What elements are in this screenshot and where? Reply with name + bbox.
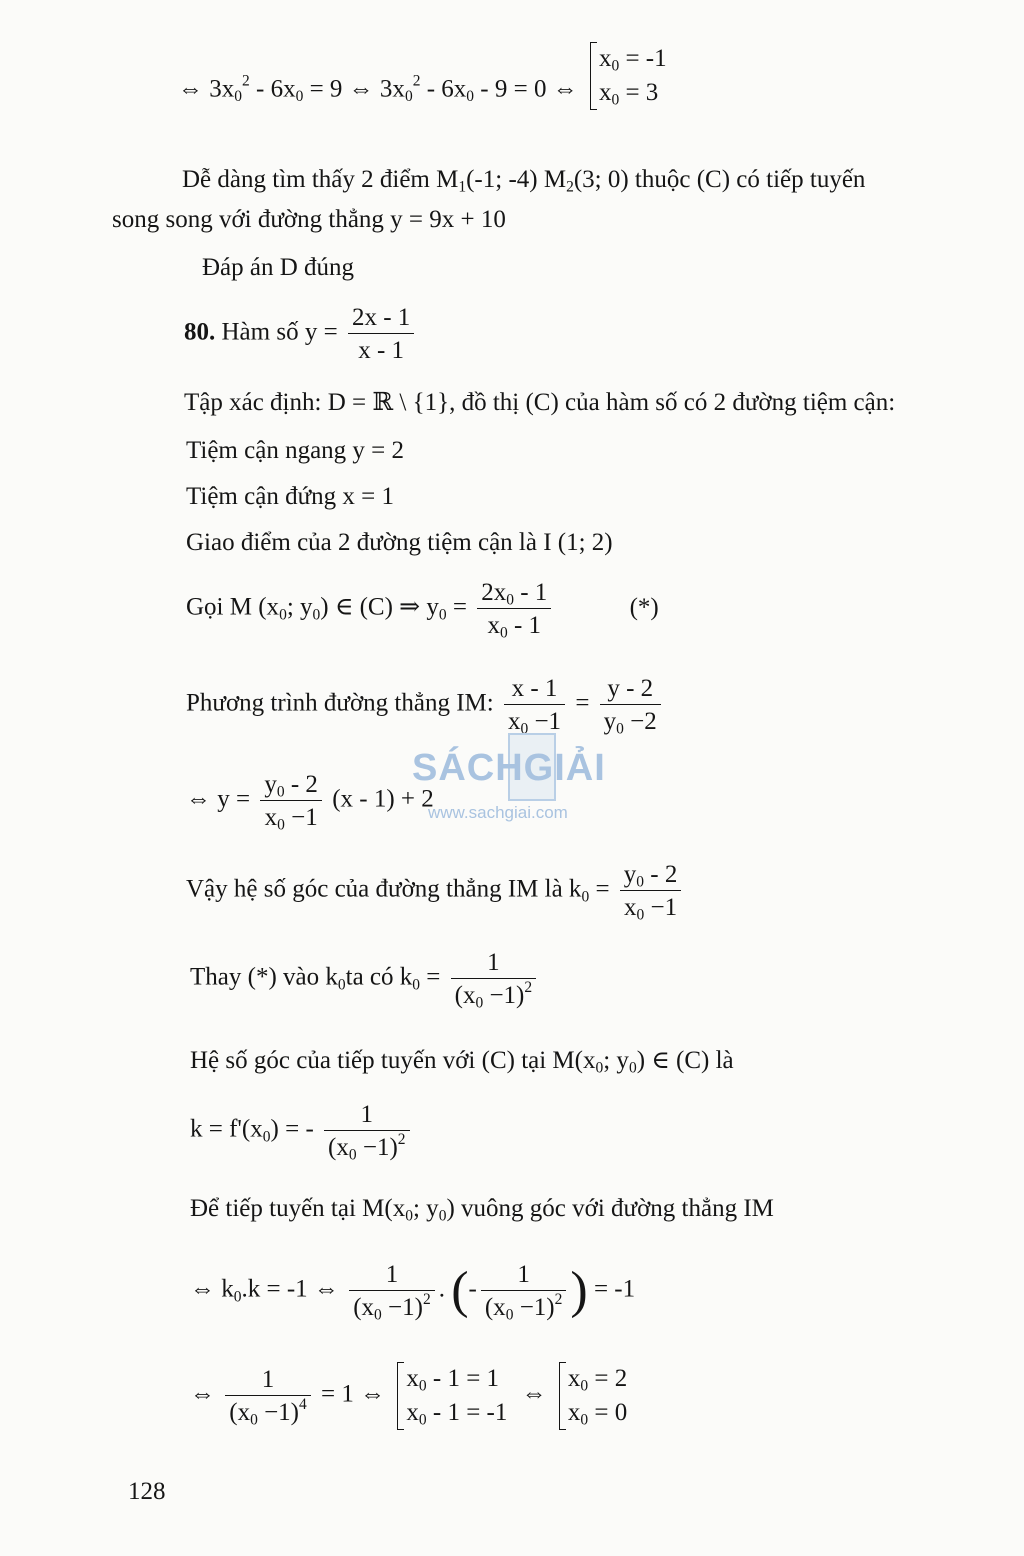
watermark-url: www.sachgiai.com — [428, 803, 568, 822]
solution-system: $x_0 = -1$ $x_0 = 3$ — [590, 42, 667, 110]
vertical-asymptote: Tiệm cận đứng x = 1 — [186, 483, 394, 510]
domain-line: Tập xác định: D = ℝ \ {1}, đồ thị (C) của hàm số có 2 đường tiệm cận: — [184, 389, 896, 416]
paragraph-line: song song với đường thẳng y = 9x + 10 — [112, 206, 506, 233]
watermark-brand: SÁCHGIẢI — [412, 747, 606, 789]
final-equation: ⇔ $\frac{1}{(x_0 -1)^4}$ = 1 ⇔ $x_0 - 1 = 1$ $x_0 - 1 = -1$ ⇔ $x_0 = 2$ $x_0 = 0$ — [190, 1362, 627, 1430]
line-equation-IM: Phương trình đường thẳng IM: $\frac{x - 1}{x_0 -1}$ = $\frac{y - 2}{y_0 -2}$ — [186, 676, 665, 734]
intersection-line: Giao điểm của 2 đường tiệm cận là I (1; 2) — [186, 529, 613, 556]
question-80: 80. Hàm số y = $\frac{2x - 1}{x - 1}$ — [184, 305, 418, 363]
slope-IM: Vậy hệ số góc của đường thẳng IM là $k_0$ = $\frac{y_0 - 2}{x_0 -1}$ — [186, 862, 685, 920]
solution-system: $x_0 = 2$ $x_0 = 0$ — [559, 1362, 627, 1430]
page-number: 128 — [128, 1478, 166, 1505]
perpendicular-condition: Để tiếp tuyến tại $M(x_0$; $y_0$) vuông góc với đường thẳng IM — [190, 1195, 774, 1225]
point-definition: Gọi M ($x_0$; $y_0$) ∈ (C) ⇒ $y_0$ = $\frac{2x_0 - 1}{x_0 - 1}$ (*) — [186, 579, 659, 642]
horizontal-asymptote: Tiệm cận ngang y = 2 — [186, 437, 405, 464]
tangent-slope-text: Hệ số góc của tiếp tuyến với (C) tại $M(x_0$; $y_0$) ∈ (C) là — [190, 1047, 734, 1077]
paragraph-line: Dễ dàng tìm thấy 2 điểm $M_1(-1$; -4) $M_2(3$; 0) thuộc (C) có tiếp tuyến — [182, 166, 866, 196]
solution-system: $x_0 - 1 = 1$ $x_0 - 1 = -1$ — [397, 1362, 507, 1430]
watermark — [412, 733, 632, 828]
derivative-line: $k = f'(x_0)$ = - $\frac{1}{(x_0 -1)^2}$ — [190, 1102, 414, 1160]
equation-y: ⇔ y = $\frac{y_0 - 2}{x_0 -1}$ (x - 1) + 2 — [186, 771, 434, 834]
substitution-line: Thay (*) vào $k_0ta$ có $k_0$ = $\frac{1}{(x_0 -1)^2}$ — [190, 950, 540, 1008]
function-fraction: $\frac{2x - 1}{x - 1}$ — [348, 305, 414, 363]
product-equation: ⇔ $k_0.k = -1$ ⇔ $\frac{1}{(x_0 -1)^2}$ . (- $\frac{1}{(x_0 -1)^2}$ ) = -1 — [190, 1261, 636, 1324]
equation-line-1: ⇔ $3x_0^2 - 6x_0 = 9$ ⇔ $3x_0^2 - 6x_0 - 9 = 0$ ⇔ $x_0 = -1$ $x_0 = 3$ — [178, 72, 667, 110]
answer-line: Đáp án D đúng — [202, 254, 355, 281]
